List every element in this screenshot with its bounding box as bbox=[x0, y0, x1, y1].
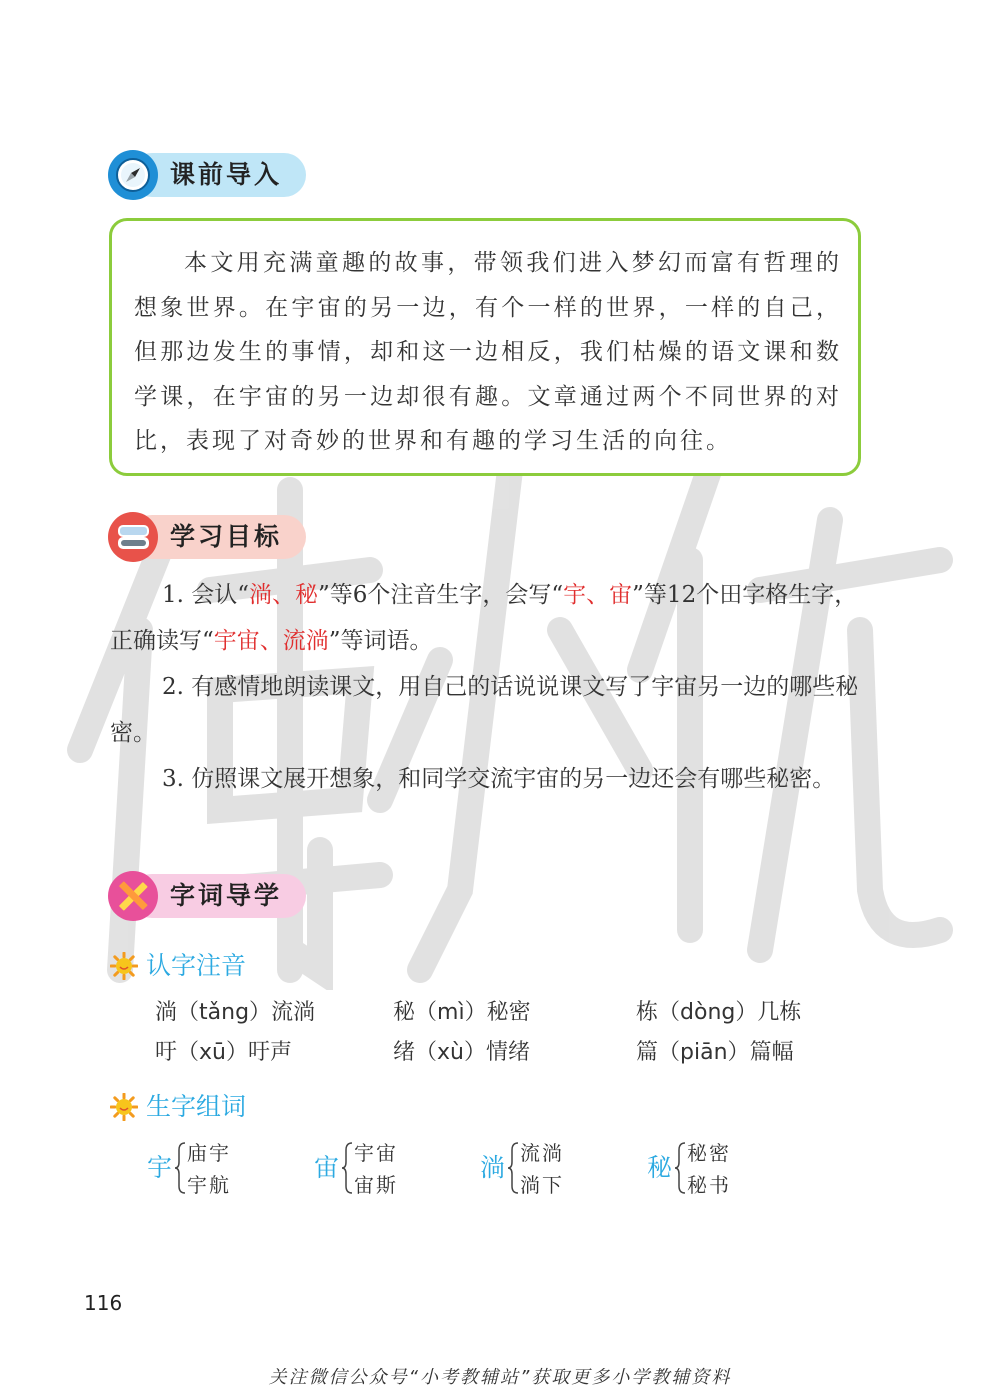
pinyin: xù bbox=[437, 1040, 464, 1065]
character: 绪 bbox=[393, 1040, 416, 1065]
group-word: 庙宇 bbox=[187, 1141, 231, 1165]
word-group bbox=[480, 1138, 600, 1198]
group-word: 秘密 bbox=[687, 1141, 731, 1165]
pinyin: xū bbox=[199, 1040, 226, 1065]
word: 流淌 bbox=[271, 1000, 316, 1025]
highlight-text: 淌、秘 bbox=[249, 582, 319, 608]
character: 淌 bbox=[155, 1000, 178, 1025]
pinyin: mì bbox=[437, 1000, 465, 1025]
group-word: 流淌 bbox=[520, 1141, 564, 1165]
goal-text: ”等12个田字格生字，正确读写“ bbox=[110, 582, 858, 654]
brace-icon bbox=[341, 1142, 353, 1194]
sun-icon bbox=[110, 1093, 138, 1121]
word: 篇幅 bbox=[749, 1040, 794, 1065]
section-header-intro bbox=[108, 150, 308, 200]
goal-text: 1. 会认“ bbox=[162, 582, 250, 608]
character: 篇 bbox=[636, 1040, 659, 1065]
group-character: 宇 bbox=[147, 1153, 173, 1182]
word-group bbox=[147, 1138, 267, 1198]
subhead-title: 认字注音 bbox=[146, 951, 247, 980]
group-character: 秘 bbox=[647, 1153, 673, 1182]
pinyin-entry: 篇（piān）篇幅 bbox=[636, 1040, 794, 1065]
goal-item-2: 2. 有感情地朗读课文，用自己的话说说课文写了宇宙另一边的哪些秘密。 bbox=[110, 674, 859, 746]
section-title: 字词导学 bbox=[170, 881, 283, 910]
pinyin-entry: 淌（tǎng）流淌 bbox=[155, 1000, 316, 1025]
brace-icon bbox=[174, 1142, 186, 1194]
goal-text: ”等词语。 bbox=[328, 628, 433, 654]
book-icon bbox=[108, 512, 158, 562]
pinyin-entry: 绪（xù）情绪 bbox=[393, 1040, 531, 1065]
word-group bbox=[314, 1138, 434, 1198]
word: 情绪 bbox=[486, 1040, 531, 1065]
goals-list bbox=[110, 572, 866, 802]
footer-note: 关注微信公众号“小考教辅站”获取更多小学教辅资料 bbox=[268, 1367, 732, 1388]
brace-icon bbox=[674, 1142, 686, 1194]
intro-paragraph: 本文用充满童趣的故事，带领我们进入梦幻而富有哲理的想象世界。在宇宙的另一边，有个一样的世界，一样的自己，但那边发生的事情，却和这一边相反，我们枯燥的语文课和数学课，在宇宙的另一边却很有趣。文章通过两个不同世界的对比，表现了对奇妙的世界和有趣的学习生活的向往。 bbox=[134, 250, 842, 454]
word: 秘密 bbox=[486, 1000, 531, 1025]
pinyin: dòng bbox=[680, 1000, 736, 1025]
character: 栋 bbox=[636, 1000, 659, 1025]
group-word: 宙斯 bbox=[354, 1173, 398, 1197]
group-word: 宇宙 bbox=[354, 1141, 398, 1165]
goal-item-3: 3. 仿照课文展开想象，和同学交流宇宙的另一边还会有哪些秘密。 bbox=[162, 766, 836, 792]
pinyin-entry: 秘（mì）秘密 bbox=[393, 1000, 531, 1025]
goal-text: ”等6个注音生字，会写“ bbox=[318, 582, 564, 608]
group-word: 宇航 bbox=[187, 1173, 231, 1197]
subhead-title: 生字组词 bbox=[146, 1092, 247, 1121]
section-title: 课前导入 bbox=[170, 160, 283, 189]
section-header-goals bbox=[108, 512, 308, 562]
section-header-words bbox=[108, 871, 308, 921]
character: 吁 bbox=[155, 1040, 178, 1065]
section-title: 学习目标 bbox=[170, 522, 283, 551]
pinyin-entry: 吁（xū）吁声 bbox=[155, 1040, 293, 1065]
group-character: 淌 bbox=[480, 1153, 506, 1182]
highlight-text: 宇、宙 bbox=[563, 582, 633, 608]
brace-icon bbox=[507, 1142, 519, 1194]
character: 秘 bbox=[393, 1000, 416, 1025]
pinyin: tǎng bbox=[199, 1000, 250, 1025]
group-word: 淌下 bbox=[520, 1173, 564, 1197]
compass-icon bbox=[108, 150, 158, 200]
group-word: 秘书 bbox=[687, 1173, 731, 1197]
goal-item-1 bbox=[110, 572, 866, 664]
pencil-ruler-icon bbox=[108, 871, 158, 921]
pinyin-entry: 栋（dòng）几栋 bbox=[636, 1000, 802, 1025]
page-number: 116 bbox=[84, 1291, 123, 1315]
group-character: 宙 bbox=[314, 1153, 340, 1182]
highlight-text: 宇宙、流淌 bbox=[213, 628, 329, 654]
intro-box bbox=[109, 218, 861, 476]
word: 吁声 bbox=[248, 1040, 293, 1065]
sun-icon bbox=[110, 952, 138, 980]
word-group bbox=[647, 1138, 767, 1198]
pinyin: piān bbox=[680, 1040, 728, 1065]
word: 几栋 bbox=[757, 1000, 802, 1025]
